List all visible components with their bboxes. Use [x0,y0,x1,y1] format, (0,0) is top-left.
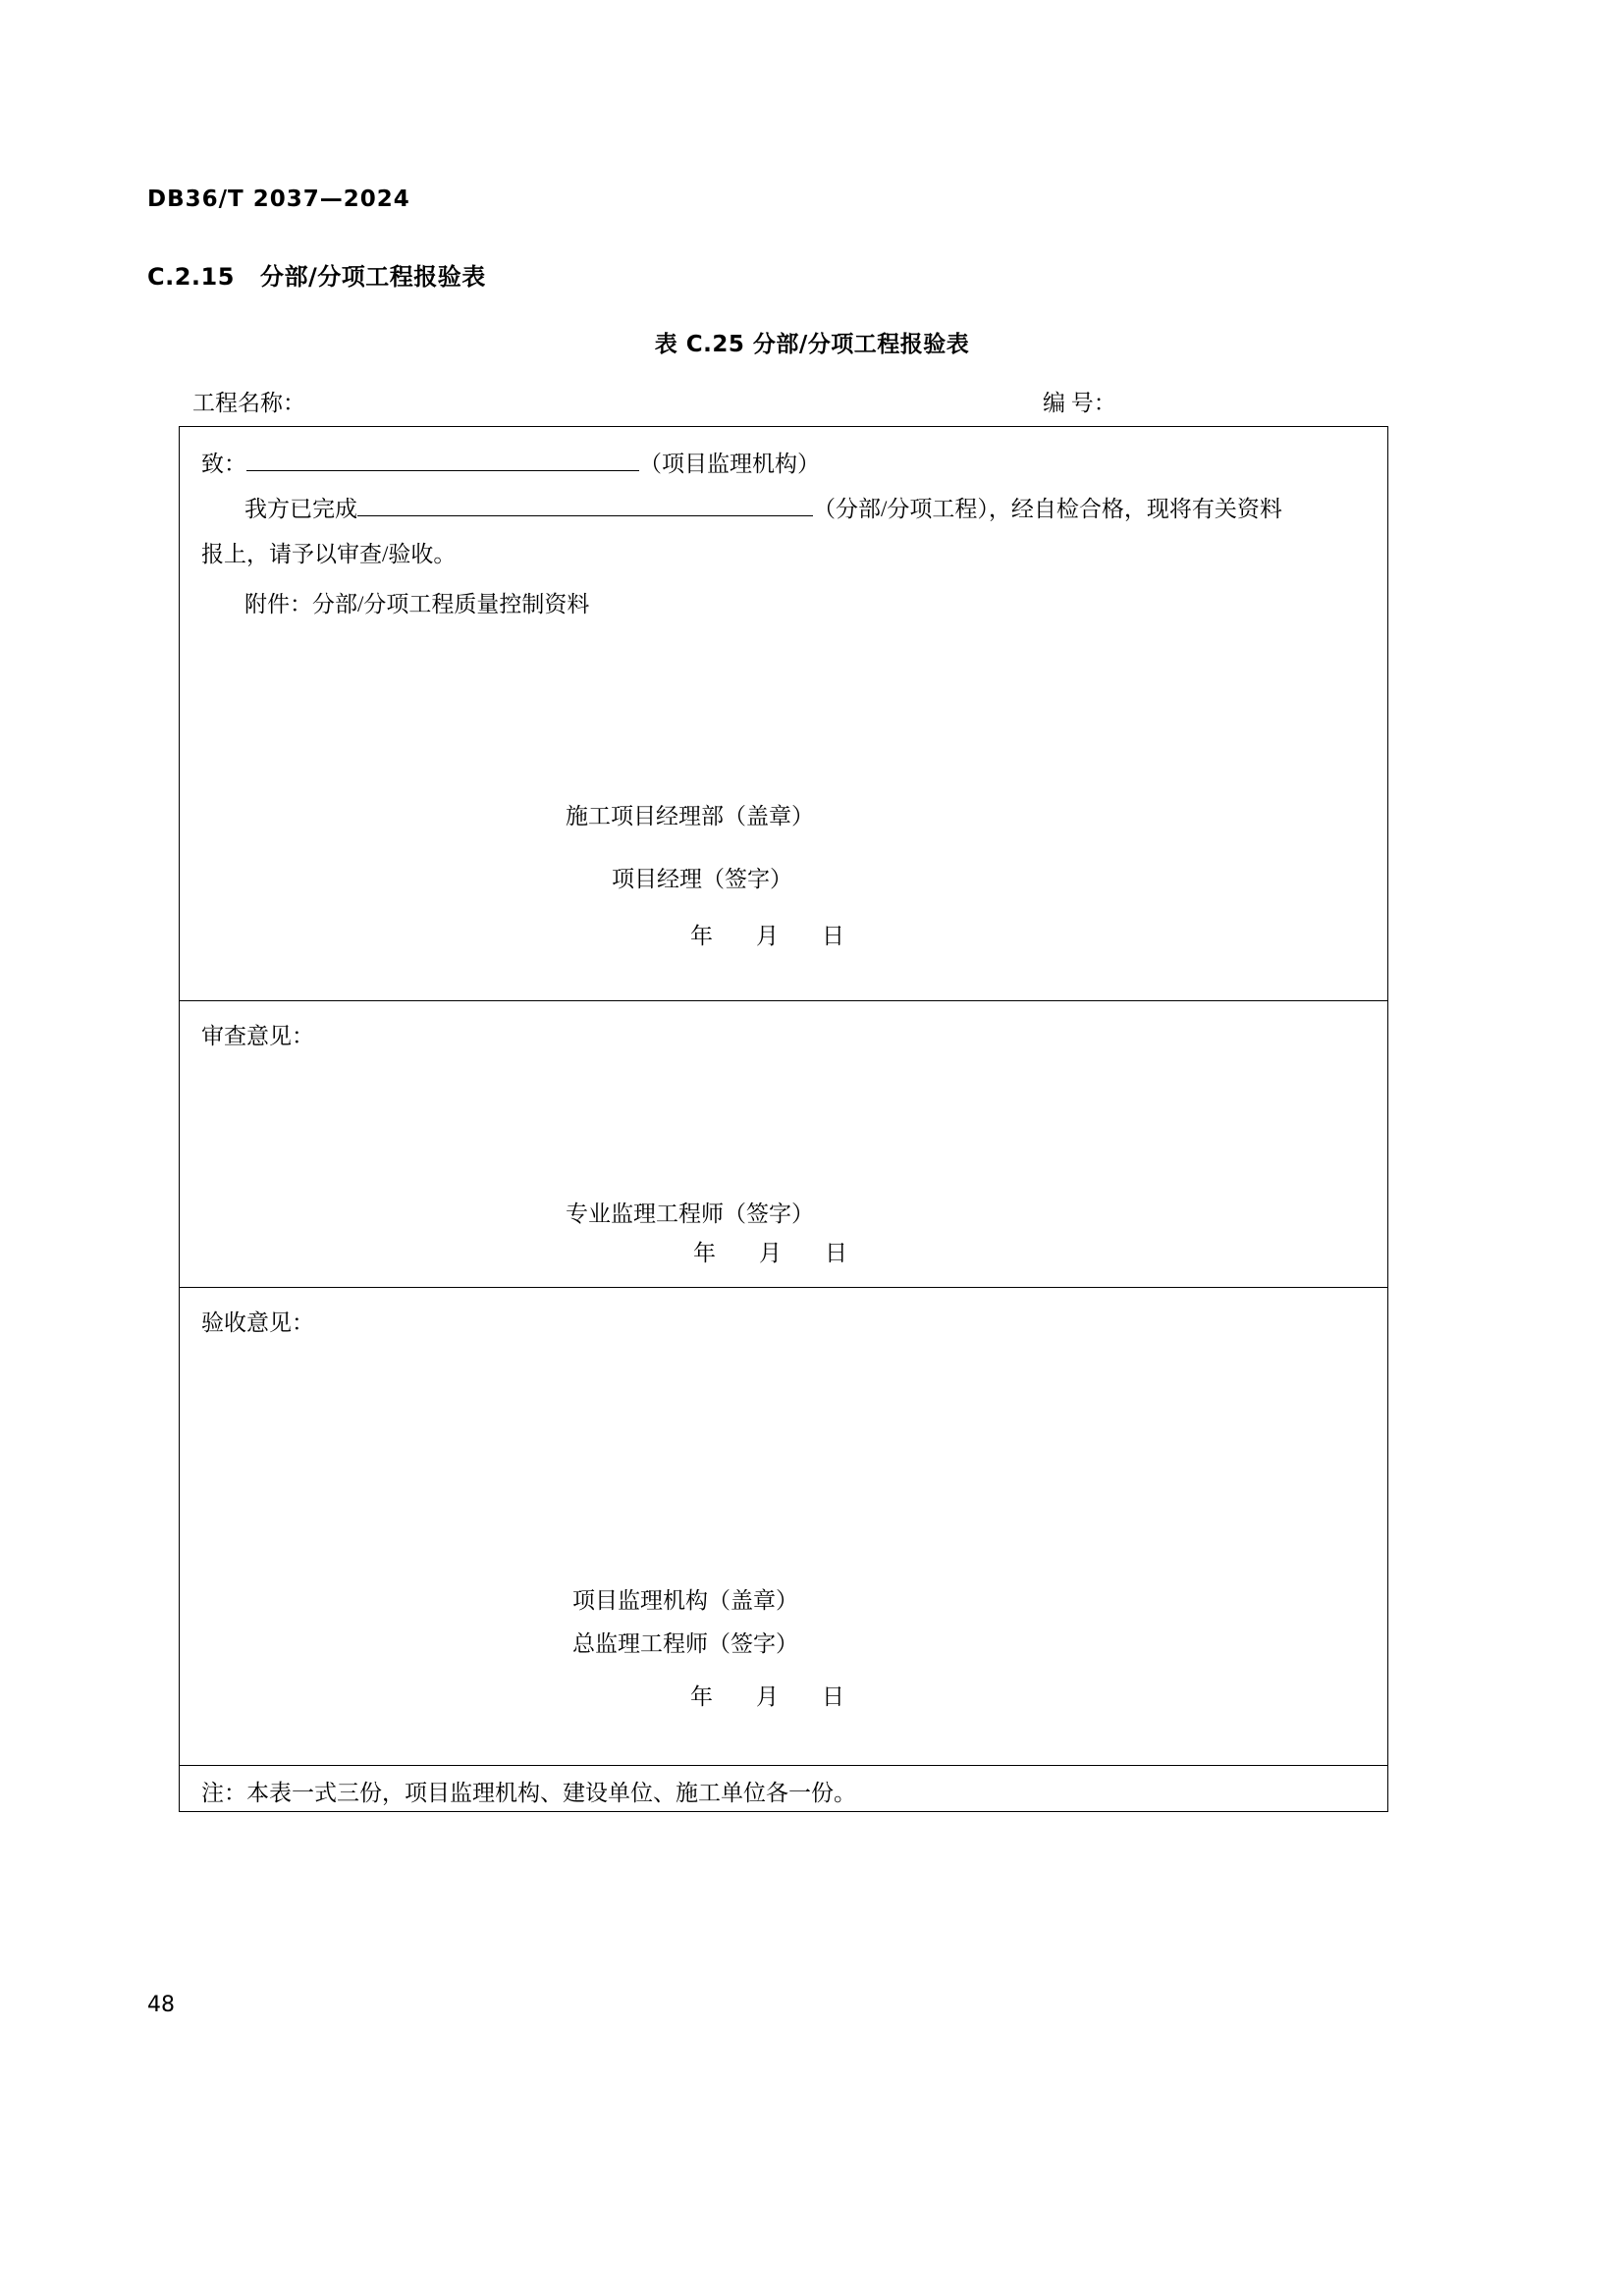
project-name-label: 工程名称： [192,391,305,415]
number-label: 编 号： [1043,391,1116,415]
chief-supervisor-signature: 总监理工程师（签字） [572,1631,798,1656]
date-day-label: 日 [822,1684,844,1709]
to-line [201,447,820,482]
supervisor-engineer-signature: 专业监理工程师（签字） [566,1201,814,1226]
to-suffix: （项目监理机构） [639,452,820,476]
contractor-org-signature: 施工项目经理部（盖章） [566,804,814,828]
contractor-date-line [690,918,844,950]
date-year-label: 年 [690,924,713,948]
completed-prefix: 我方已完成 [244,497,357,521]
form-table [179,426,1388,1812]
date-day-label: 日 [825,1241,847,1265]
acceptance-opinion-block [180,1288,1387,1766]
submission-block [180,427,1387,1001]
to-blank[interactable] [246,449,639,471]
top-label-row [192,385,1390,418]
standard-code-header: DB36/T 2037—2024 [147,187,410,212]
table-caption: 表 C.25 分部/分项工程报验表 [654,332,970,357]
review-date-line [693,1235,847,1267]
completed-blank[interactable] [357,494,813,516]
page-number: 48 [147,1993,175,2017]
note-text: 注：本表一式三份，项目监理机构、建设单位、施工单位各一份。 [201,1781,856,1805]
completed-line [244,492,1282,527]
submit-line: 报上，请予以审查/验收。 [201,542,457,566]
date-month-label: 月 [759,1241,782,1265]
supervision-org-signature: 项目监理机构（盖章） [572,1588,798,1613]
section-number: C.2.15 [147,263,235,291]
date-year-label: 年 [690,1684,713,1709]
date-day-label: 日 [822,924,844,948]
review-opinion-title: 审查意见： [201,1024,314,1048]
date-month-label: 月 [756,1684,779,1709]
date-month-label: 月 [756,924,779,948]
contractor-manager-signature: 项目经理（签字） [612,867,792,891]
note-row [180,1766,1387,1811]
acceptance-date-line [690,1679,844,1711]
attachment-line: 附件：分部/分项工程质量控制资料 [244,592,590,616]
completed-suffix: （分部/分项工程），经自检合格，现将有关资料 [813,497,1282,521]
section-title: 分部/分项工程报验表 [259,263,486,291]
date-year-label: 年 [693,1241,716,1265]
section-heading [147,257,486,292]
review-opinion-block [180,1001,1387,1288]
to-label: 致： [201,452,246,476]
acceptance-opinion-title: 验收意见： [201,1310,314,1335]
